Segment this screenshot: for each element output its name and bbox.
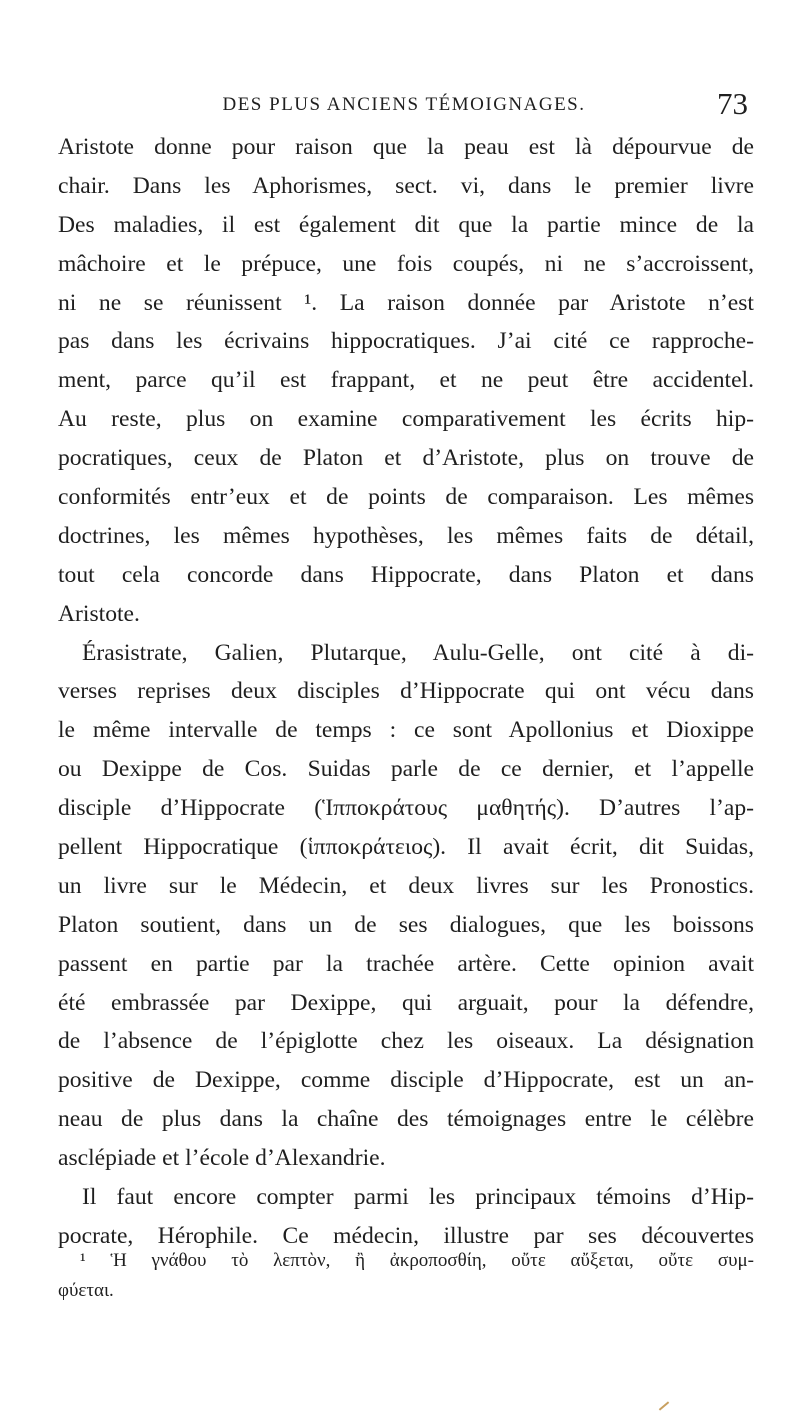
paper-speck [659, 1401, 669, 1410]
text-line: positive de Dexippe, comme disciple d’Hippocrate, est un an- [58, 1067, 754, 1094]
text-line: Aristote. [58, 600, 140, 627]
text-line: tout cela concorde dans Hippocrate, dans Platon et dans [58, 561, 754, 588]
footnotes [58, 1246, 754, 1306]
text-line: pellent Hippocratique (ἱπποκράτειος). Il avait écrit, dit Suidas, [58, 834, 754, 861]
text-line: ou Dexippe de Cos. Suidas parle de ce dernier, et l’appelle [58, 756, 754, 783]
text-line: chair. Dans les Aphorismes, sect. vi, dans le premier livre [58, 172, 754, 199]
footnote-line: φύεται. [58, 1280, 114, 1301]
text-line: neau de plus dans la chaîne des témoignages entre le célèbre [58, 1106, 754, 1133]
page-number: 73 [717, 86, 748, 121]
text-line: pas dans les écrivains hippocratiques. J’ai cité ce rapproche- [58, 328, 754, 355]
body-text [58, 128, 754, 1256]
page-header [60, 86, 748, 124]
text-line: Des maladies, il est également dit que la partie mince de la [58, 211, 754, 238]
running-head: DES PLUS ANCIENS TÉMOIGNAGES. [222, 94, 586, 115]
text-line: un livre sur le Médecin, et deux livres sur les Pronostics. [58, 872, 754, 899]
text-line: Il faut encore compter parmi les principaux témoins d’Hip- [82, 1184, 754, 1211]
text-line: doctrines, les mêmes hypothèses, les mêmes faits de détail, [58, 522, 754, 549]
text-line: Aristote donne pour raison que la peau est là dépourvue de [58, 134, 754, 160]
text-line: passent en partie par la trachée artère. Cette opinion avait [58, 950, 754, 977]
footnote-line: ¹ Ἡ γνάθου τὸ λεπτὸν, ἢ ἀκροποσθίη, οὔτε αὔξεται, οὔτε συμ- [80, 1250, 754, 1271]
text-line: le même intervalle de temps : ce sont Apollonius et Dioxippe [58, 717, 754, 744]
text-line: conformités entr’eux et de points de comparaison. Les mêmes [58, 484, 754, 511]
text-line: de l’absence de l’épiglotte chez les oiseaux. La désignation [58, 1028, 754, 1055]
text-line: Érasistrate, Galien, Plutarque, Aulu-Gelle, ont cité à di- [82, 639, 754, 666]
text-line: verses reprises deux disciples d’Hippocrate qui ont vécu dans [58, 678, 754, 705]
text-line: mâchoire et le prépuce, une fois coupés, ni ne s’accroissent, [58, 250, 754, 277]
text-line: Platon soutient, dans un de ses dialogues, que les boissons [58, 911, 754, 938]
text-line: asclépiade et l’école d’Alexandrie. [58, 1145, 386, 1172]
text-line: pocrate, Hérophile. Ce médecin, illustre par ses découvertes [58, 1222, 754, 1249]
text-line: ni ne se réunissent ¹. La raison donnée par Aristote n’est [58, 289, 754, 316]
text-line: pocratiques, ceux de Platon et d’Aristote, plus on trouve de [58, 445, 754, 472]
text-line: été embrassée par Dexippe, qui arguait, pour la défendre, [58, 989, 754, 1016]
text-line: ment, parce qu’il est frappant, et ne peut être accidentel. [58, 367, 754, 394]
text-line: Au reste, plus on examine comparativement les écrits hip- [58, 406, 754, 433]
text-line: disciple d’Hippocrate (Ἱπποκράτους μαθητής). D’autres l’ap- [58, 795, 754, 822]
